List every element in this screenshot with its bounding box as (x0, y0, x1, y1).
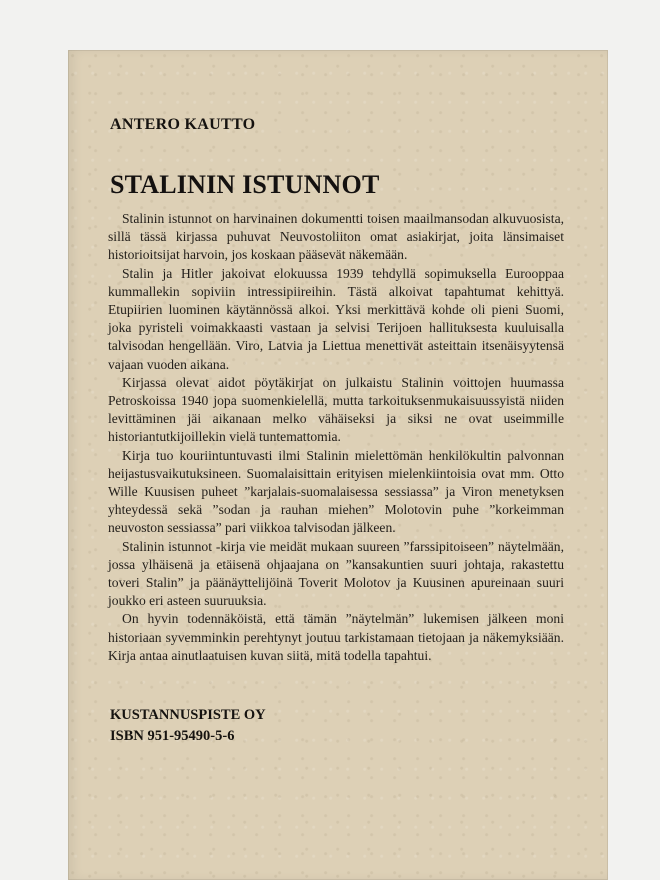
author-name: ANTERO KAUTTO (110, 116, 256, 133)
book-title: STALININ ISTUNNOT (110, 170, 380, 199)
blurb-paragraph: Stalin ja Hitler jakoivat elokuussa 1939 tehdyllä sopimuksella Eurooppaa kummallekin sopiviin intressipiireihin. Tästä alkoivat tapahtumat kehittyä. Etupiirien luominen käytännössä alkoi. Yksi merkittävä kohde oli pieni Suomi, joka pyristeli voimakkaasti vastaan ja selvisi Terijoen hallituksesta kuuluisalla talvisodan hengellään. Viro, Latvia ja Liettua menettivät asteittain itsenäisyytensä vajaan vuoden aikana. (108, 265, 564, 372)
blurb-paragraph: Kirjassa olevat aidot pöytäkirjat on julkaistu Stalinin voittojen huumassa Petroskoissa 1940 jopa suomenkielellä, mutta tarkoituksenmukaisuussyistä niiden levittäminen jäi aikanaan melko vähäiseksi ja siksi ne ovat useimmille historiantutkijoillekin vielä tuntemattomia. (108, 374, 564, 445)
isbn-number: ISBN 951-95490-5-6 (110, 728, 235, 744)
blurb-paragraph: On hyvin todennäköistä, että tämän ”näytelmän” lukemisen jälkeen moni historiaan syvemminkin perehtynyt joutuu tarkistamaan tietojaan ja näkemyksiään. Kirja antaa ainutlaatuisen kuvan siitä, mitä todella tapahtui. (108, 611, 564, 663)
blurb-text (108, 210, 564, 665)
blurb-paragraph: Kirja tuo kouriintuntuvasti ilmi Stalinin mielettömän henkilökultin palvonnan heijastusvaikutuksineen. Suomalaisittain erityisen mielenkiintoisia ovat mm. Otto Wille Kuusisen puheet ”karjalais-suomalaisessa sessiassa” ja Viron menetyksen yhteydessä sekä ”sodan ja rauhan miehen” Molotovin puhe ”korkeimman neuvoston sessiassa” pari viikkoa talvisodan jälkeen. (108, 447, 564, 536)
blurb-paragraph: Stalinin istunnot on harvinainen dokumentti toisen maailmansodan alkuvuosista, sillä tässä kirjassa puhuvat Neuvostoliiton omat asiakirjat, joita länsimaiset historioitsijat harvoin, jos koskaan pääsevät näkemään. (108, 211, 564, 263)
blurb-paragraph: Stalinin istunnot -kirja vie meidät mukaan suureen ”farssipitoiseen” näytelmään, jossa ylhäisenä ja etäisenä ohjaajana on ”kansakuntien suuri johtaja, rakastettu toveri Stalin” ja päänäyttelijöinä Toverit Molotov ja Kuusinen apureinaan suuri joukko eri asteen suuruuksia. (108, 538, 564, 609)
publisher-name: KUSTANNUSPISTE OY (110, 707, 266, 723)
